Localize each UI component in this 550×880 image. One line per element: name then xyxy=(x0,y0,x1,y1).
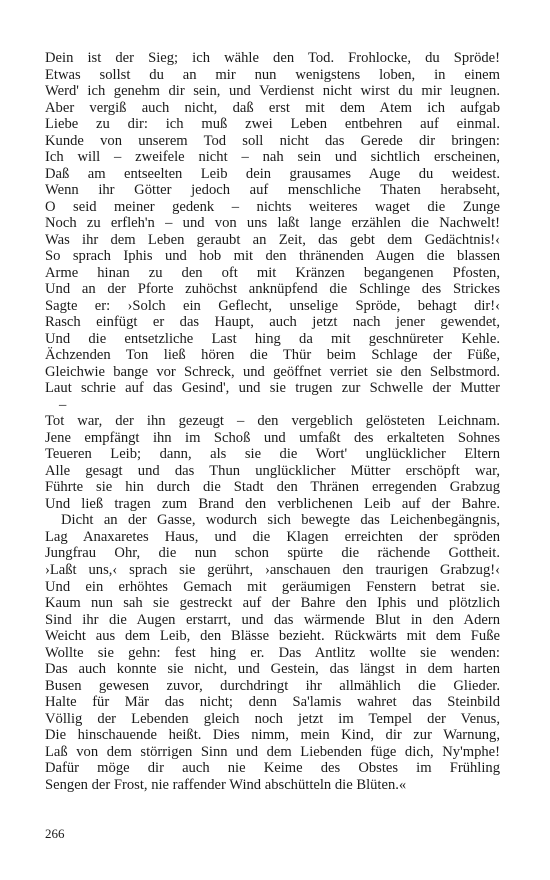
verse-line: Noch zu erfleh'n – und von uns laßt lange erzählen die Nachwelt! xyxy=(45,215,500,232)
verse-line: Was ihr dem Leben geraubt an Zeit, das gebt dem Gedächtnis!‹ xyxy=(45,231,500,248)
verse-line: Dicht an der Gasse, wodurch sich bewegte das Leichenbegängnis, xyxy=(61,512,500,529)
verse-line: Wenn ihr Götter jedoch auf menschliche Thaten herabseht, xyxy=(45,182,500,199)
verse-line: Halte für Mär das nicht; denn Sa'lamis wahret das Steinbild xyxy=(45,694,500,711)
verse-line: Die hinschauende heißt. Dies nimm, mein Kind, dir zur Warnung, xyxy=(45,727,500,744)
verse-line: Und die entsetzliche Last hing da mit geschnüreter Kehle. xyxy=(45,330,500,347)
verse-line: Dafür möge dir auch nie Keime des Obstes im Frühling xyxy=(45,760,500,777)
verse-line: Liebe zu dir: ich muß zwei Leben entbehren auf einmal. xyxy=(45,116,500,133)
verse-line: Führte sie hin durch die Stadt den Thränen erregenden Grabzug xyxy=(45,479,500,496)
verse-line: Jungfrau Ohr, die nun schon spürte die rächende Gottheit. xyxy=(45,545,500,562)
verse-line: Gleichwie bange vor Schreck, und geöffnet verriet sie den Selbstmord. xyxy=(45,363,500,380)
verse-line: O seid meiner gedenk – nichts weiteres waget die Zunge xyxy=(45,198,500,215)
verse-line: Jene empfängt ihn im Schoß und umfaßt des erkalteten Sohnes xyxy=(45,429,500,446)
verse-line: Lag Anaxaretes Haus, und die Klagen erreichten der spröden xyxy=(45,528,500,545)
verse-line: So sprach Iphis und hob mit den thränenden Augen die blassen xyxy=(45,248,500,265)
verse-line: Aber vergiß auch nicht, daß erst mit dem Atem ich aufgab xyxy=(45,99,500,116)
verse-line: Teueren Leib; dann, als sie die Wort' unglücklicher Eltern xyxy=(45,446,500,463)
verse-line: Sind ihr die Augen erstarrt, und das wärmende Blut in den Adern xyxy=(45,611,500,628)
verse-line: Völlig der Lebenden gleich noch jetzt im Tempel der Venus, xyxy=(45,710,500,727)
verse-line: Daß am entseelten Leib dein grausames Auge du weidest. xyxy=(45,165,500,182)
verse-line: Rasch einfügt er das Haupt, auch jetzt nach jener gewendet, xyxy=(45,314,500,331)
verse-line: Sengen der Frost, nie raffender Wind abschütteln die Blüten.« xyxy=(45,776,407,793)
verse-line: Laß von dem störrigen Sinn und dem Liebenden füge dich, Ny'mphe! xyxy=(45,743,500,760)
verse-line: Etwas sollst du an mir nun wenigstens loben, in einem xyxy=(45,66,500,83)
verse-line: Ich will – zweifele nicht – nah sein und sichtlich erscheinen, xyxy=(45,149,500,166)
verse-line: Arme hinan zu den oft mit Kränzen begangenen Pfosten, xyxy=(45,264,500,281)
verse-line: Werd' ich genehm dir sein, und Verdienst nicht wirst du mir leugnen. xyxy=(45,83,500,100)
verse-line: Ächzenden Ton ließ hören die Thür beim Schlage der Füße, xyxy=(45,347,500,364)
verse-line: Alle gesagt und das Thun unglücklicher Mütter erschöpft war, xyxy=(45,462,500,479)
verse-line: Kunde von unserem Tod soll nicht das Gerede dir bringen: xyxy=(45,132,500,149)
verse-line: Weicht aus dem Leib, den Blässe bezieht. Rückwärts mit dem Fuße xyxy=(45,628,500,645)
page-body xyxy=(45,50,500,793)
page-number: 266 xyxy=(45,826,65,841)
verse-line: ›Laßt uns,‹ sprach sie gerührt, ›anschauen den traurigen Grabzug!‹ xyxy=(45,561,500,578)
verse-line: Laut schrie auf das Gesind', und sie trugen zur Schwelle der Mutter xyxy=(45,380,500,397)
verse-line: Und an der Pforte zuhöchst anknüpfend die Schlinge des Strickes xyxy=(45,281,500,298)
verse-text xyxy=(45,50,500,793)
verse-line: Und ein erhöhtes Gemach mit geräumigen Fenstern betrat sie. xyxy=(45,578,500,595)
verse-line: – xyxy=(59,396,67,413)
verse-line: Sagte er: ›Solch ein Geflecht, unselige Spröde, behagt dir!‹ xyxy=(45,297,500,314)
verse-line: Tot war, der ihn gezeugt – den vergeblich gelösteten Leichnam. xyxy=(45,413,500,430)
verse-line: Kaum nun sah sie gestreckt auf der Bahre den Iphis und plötzlich xyxy=(45,595,500,612)
verse-line: Wollte sie gehn: fest hing er. Das Antlitz wollte sie wenden: xyxy=(45,644,500,661)
verse-line: Und ließ tragen zum Brand den verblichenen Leib auf der Bahre. xyxy=(45,495,500,512)
verse-line: Das auch konnte sie nicht, und Gestein, das längst in dem harten xyxy=(45,661,500,678)
verse-line: Dein ist der Sieg; ich wähle den Tod. Frohlocke, du Spröde! xyxy=(45,50,500,66)
verse-line: Busen gewesen zuvor, durchdringt ihr allmählich die Glieder. xyxy=(45,677,500,694)
